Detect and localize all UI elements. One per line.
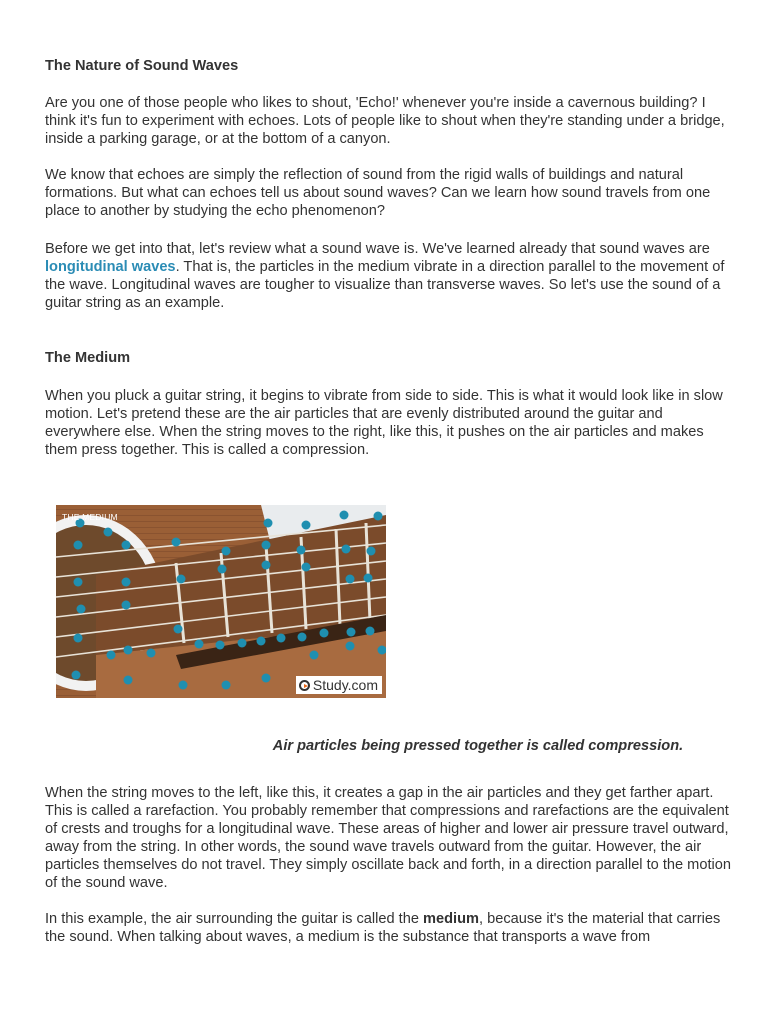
text-before-bold: In this example, the air surrounding the guitar is called the <box>45 911 424 927</box>
paragraph-medium-definition <box>45 910 735 946</box>
play-circle-icon <box>299 680 310 691</box>
text-after-bold: , because it's the material that carries the sound. When talking about waves, a medium is the substance that transports a wave from <box>45 911 721 945</box>
heading-the-medium: The Medium <box>45 350 131 366</box>
paragraph-echo-reflection: We know that echoes are simply the reflection of sound from the rigid walls of buildings and natural formations. But what can echoes tell us about sound waves? Can we learn how sound travels from one place to another by studying the echo phenomenon? <box>45 167 711 219</box>
text-after-link: . That is, the particles in the medium vibrate in a direction parallel to the movement of the wave. Longitudinal waves are tougher to visualize than transverse waves. So let's use the sound of a guitar string as an example. <box>45 259 725 311</box>
paragraph-sound-wave-review <box>45 240 735 312</box>
heading-nature-of-sound-waves: The Nature of Sound Waves <box>45 58 239 74</box>
study-com-watermark <box>296 676 382 694</box>
longitudinal-waves-link[interactable]: longitudinal waves <box>45 259 176 275</box>
medium-term: medium <box>423 911 479 927</box>
watermark-text: Study.com <box>312 677 378 693</box>
text-before-link: Before we get into that, let's review what a sound wave is. We've learned already that sound waves are <box>45 241 710 257</box>
paragraph-rarefaction: When the string moves to the left, like this, it creates a gap in the air particles and they get farther apart. This is called a rarefaction. You probably remember that compressions and rarefactions are the equivalent of crests and troughs for a longitudinal wave. These areas of higher and lower air pressure travel outward, away from the string. In other words, the sound wave travels outward from the guitar. However, the air particles themselves do not travel. They simply oscillate back and forth, in a direction parallel to the motion of the sound wave. <box>45 785 731 891</box>
guitar-illustration <box>56 505 386 698</box>
paragraph-guitar-string: When you pluck a guitar string, it begins to vibrate from side to side. This is what it would look like in slow motion. Let's pretend these are the air particles that are evenly distributed around the guitar and everywhere else. When the string moves to the right, like this, it pushes on the air particles and makes them press together. This is called a compression. <box>45 388 723 458</box>
figure-caption: Air particles being pressed together is called compression. <box>272 738 684 754</box>
paragraph-echo-intro: Are you one of those people who likes to shout, 'Echo!' whenever you're inside a cavernous building? I think it's fun to experiment with echoes. Lots of people like to shout when they're standing under a bridge, inside a parking garage, or at the bottom of a canyon. <box>45 95 725 147</box>
figure-label: THE MEDIUM <box>62 512 118 522</box>
guitar-medium-figure <box>56 505 386 698</box>
